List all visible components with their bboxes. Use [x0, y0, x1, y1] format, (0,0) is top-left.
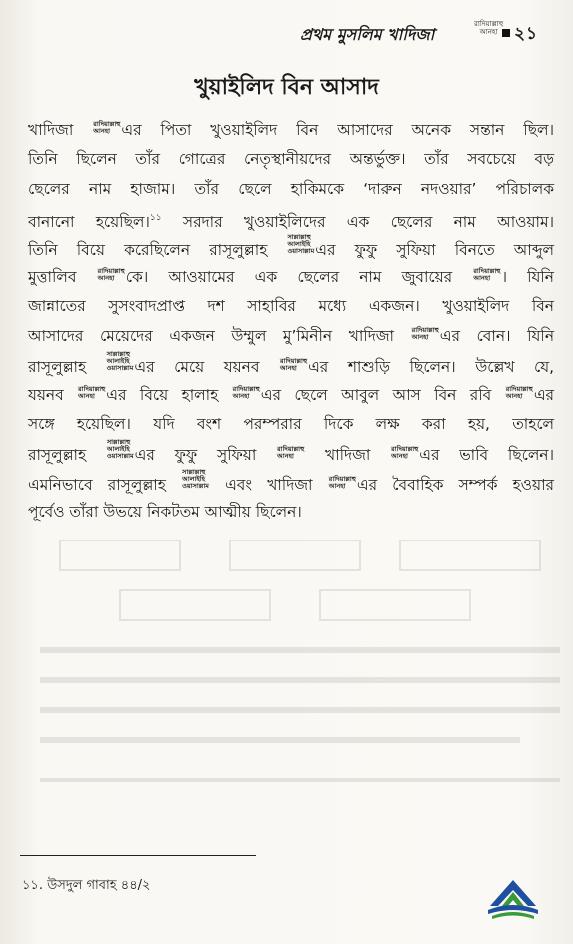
honorific-radiallahu-anha: রাদিয়াল্লাহু আনহা	[232, 384, 260, 400]
footnote: ১১. উসদুল গাবাহ ৪৪/২	[22, 878, 151, 893]
honorific-radiallahu-anha: রাদিয়াল্লাহু আনহা	[505, 384, 533, 400]
text-line: তিনি বিয়ে করেছিলেন রাসূলুল্লাহ সাল্লাল্লাহু আলাইহি ওয়াসাল্লামএর ফুফু সুফিয়া বিনতে আব্দুল	[28, 232, 554, 259]
text-line: পূর্বেও তাঁরা উভয়ে নিকটতম আত্মীয় ছিলেন।	[28, 503, 302, 522]
running-title: প্রথম মুসলিম খাদিজা	[300, 25, 435, 44]
text-line: এমনিভাবে রাসূলুল্লাহ সাল্লাল্লাহু আলাইহি ওয়াসাল্লাম এবং খাদিজা রাদিয়াল্লাহু আনহা এর বৈবাহিক সম্পর্ক হওয়ার	[28, 467, 555, 494]
honorific-radiallahu-anha: রাদিয়াল্লাহু আনহা	[78, 384, 106, 400]
text-line: সঙ্গে হয়েছিল। যদি বংশ পরম্পরার দিকে লক্ষ করা হয়, তাহলে	[28, 414, 554, 433]
section-heading: খুয়াইলিদ বিন আসাদ	[194, 75, 379, 100]
honorific-sallallahu: সাল্লাল্লাহু আলাইহি ওয়াসাল্লাম	[182, 467, 209, 490]
square-bullet-icon	[502, 29, 510, 37]
text-line: আসাদের মেয়েদের একজন উম্মুল মু’মিনীন খাদিজা রাদিয়াল্লাহু আনহা এর বোন। যিনি	[28, 325, 555, 345]
text-line: খাদিজা রাদিয়াল্লাহু আনহা এর পিতা খুওয়াইলিদ বিন আসাদের অনেক সন্তান ছিল।	[28, 120, 555, 139]
honorific-radiallahu-anha: রাদিয়াল্লাহু আনহা	[391, 445, 419, 461]
honorific-sallallahu: সাল্লাল্লাহু আলাইহি ওয়াসাল্লাম	[106, 438, 134, 461]
honorific-radiallahu-anha: রাদিয়াল্লাহু আনহা	[277, 445, 305, 461]
page-number: ২১	[514, 24, 539, 44]
honorific-radiallahu-anha: রাদিয়াল্লাহু আনহা	[279, 357, 308, 373]
honorific-radiallahu-anha: রাদিয়াল্লাহু আনহা	[474, 20, 504, 36]
honorific-radiallahu-anha: রাদিয়াল্লাহু আনহা	[411, 325, 439, 341]
honorific-radiallahu-anha: রাদিয়াল্লাহু আনহা	[97, 266, 125, 282]
text-line: ছেলের নাম হাজাম। তাঁর ছেলে হাকিমকে ‘দারুন নদওয়ার’ পরিচালক	[28, 179, 554, 198]
honorific-sallallahu: সাল্লাল্লাহু আলাইহি ওয়াসাল্লাম	[287, 232, 315, 255]
footnote-divider	[20, 855, 256, 856]
honorific-radiallahu-anha: রাদিয়াল্লাহু আনহা	[473, 266, 501, 282]
text-line: তিনি ছিলেন তাঁর গোত্রের নেতৃস্থানীয়দের অন্তর্ভুক্ত। তাঁর সবচেয়ে বড়	[28, 150, 554, 169]
text-line: মুত্তালিব রাদিয়াল্লাহু আনহা কে। আওয়ামের এক ছেলের নাম জুবায়ের রাদিয়াল্লাহু আনহা । যিনি	[28, 266, 554, 286]
page-header	[300, 20, 560, 46]
bleed-through-diagram	[40, 540, 560, 800]
honorific-sallallahu: সাল্লাল্লাহু আলাইহি ওয়াসাল্লাম	[106, 350, 134, 373]
honorific-radiallahu-anha: রাদিয়াল্লাহু আনহা	[93, 120, 121, 135]
publisher-logo-icon	[484, 876, 542, 928]
text-line: জান্নাতের সুসংবাদপ্রাপ্ত দশ সাহাবির মধ্যে একজন। খুওয়াইলিদ বিন	[28, 297, 554, 316]
text-line: যয়নব রাদিয়াল্লাহু আনহা এর বিয়ে হালাহ রাদিয়াল্লাহু আনহা এর ছেলে আবুল আস বিন রবি রাদিয়াল্লাহু আনহা এর	[28, 384, 555, 404]
text-line: বানানো হয়েছিল।$^{১১}$ সরদার খুওয়াইলিদের এক ছেলের নাম আওয়াম।	[28, 213, 554, 232]
body-text	[28, 116, 554, 527]
text-line: রাসূলুল্লাহ সাল্লাল্লাহু আলাইহি ওয়াসাল্লামএর মেয়ে যয়নব রাদিয়াল্লাহু আনহা এর শাশুড়ি ছিলেন। উল্লেখ যে,	[28, 350, 554, 377]
footnote-marker: ১১	[149, 213, 162, 224]
honorific-radiallahu-anha: রাদিয়াল্লাহু আনহা	[328, 474, 356, 490]
text-line: রাসূলুল্লাহ সাল্লাল্লাহু আলাইহি ওয়াসাল্লামএর ফুফু সুফিয়া রাদিয়াল্লাহু আনহা খাদিজা রাদিয়াল্লাহু আনহা এর ভাবি ছিলেন।	[28, 438, 554, 465]
